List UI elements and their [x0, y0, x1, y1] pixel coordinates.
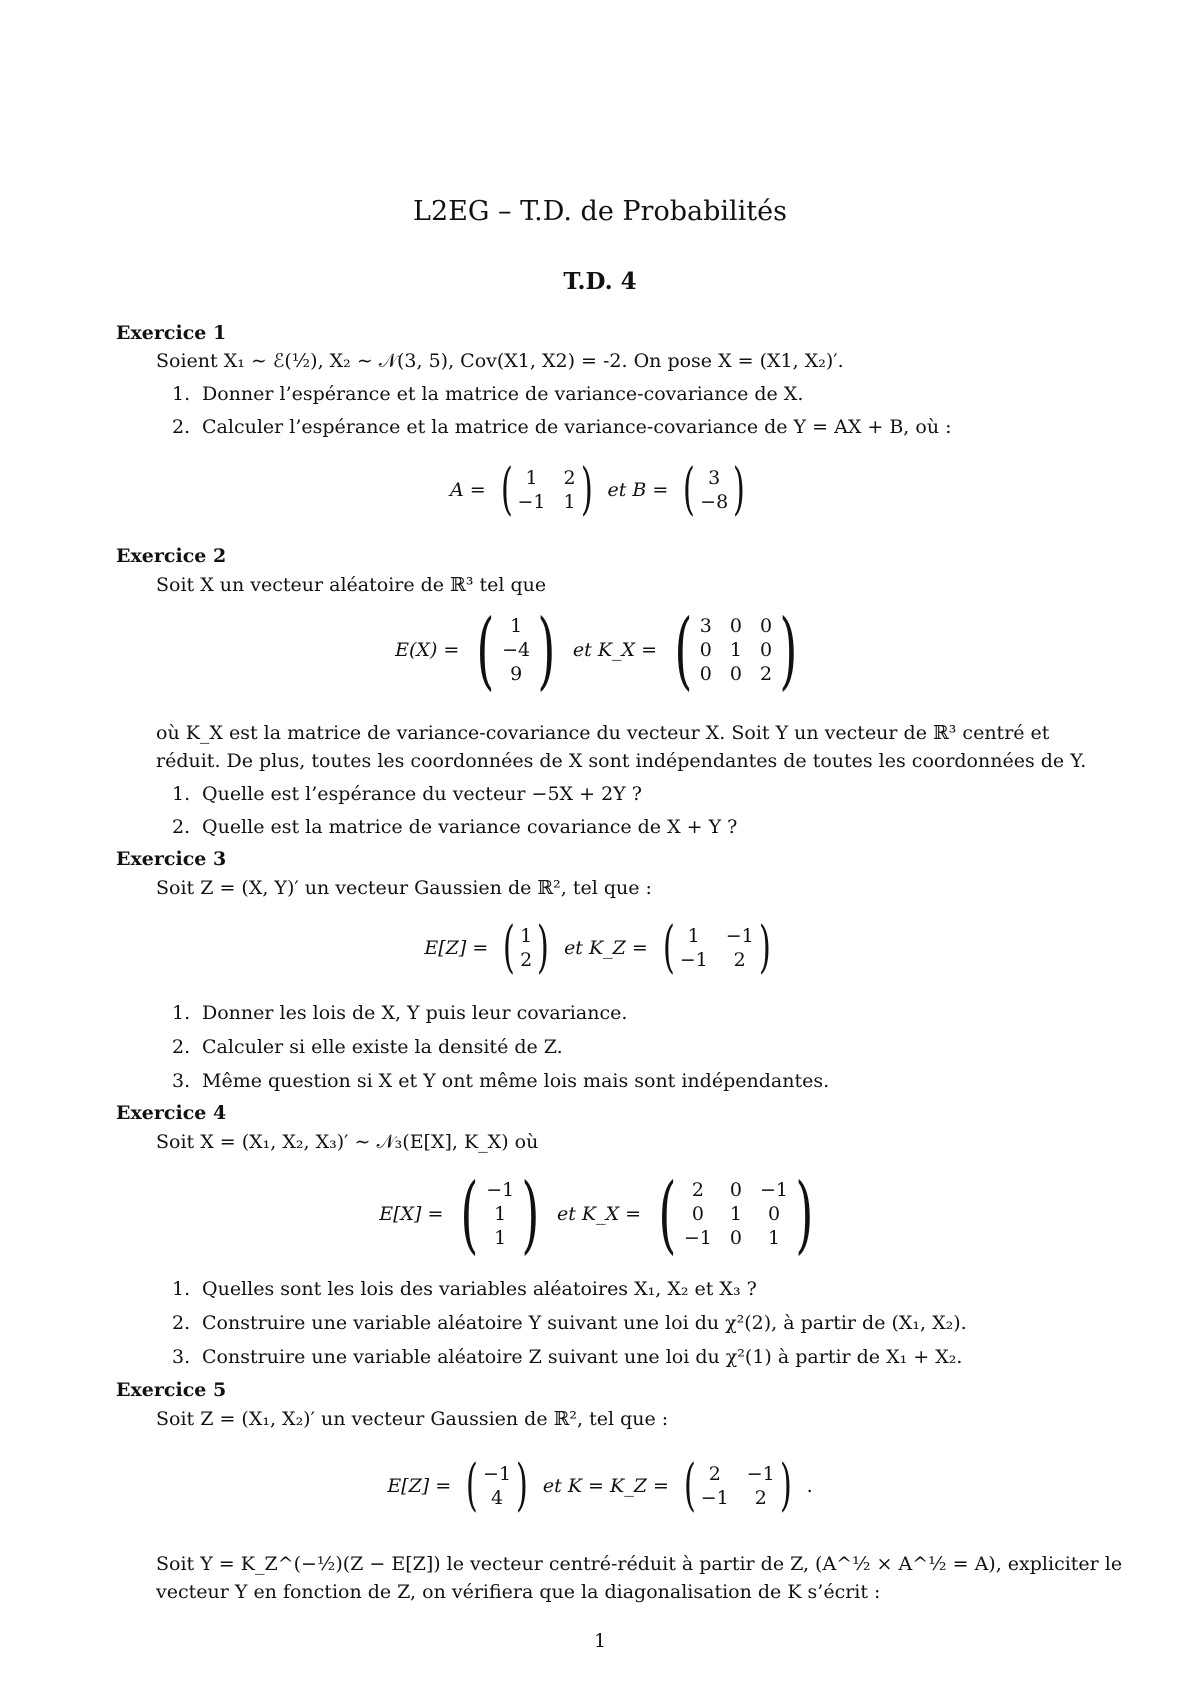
matrix-cell: 1	[563, 491, 576, 513]
ex3-item-3	[172, 1070, 829, 1092]
item-text: Construire une variable aléatoire Z suivant une loi du χ²(1) à partir de X₁ + X₂.	[202, 1346, 963, 1368]
matrix-cell: −1	[759, 1179, 788, 1201]
vector-E: ( −1 1 1 )	[460, 1165, 540, 1263]
ex2-intro: Soit X un vecteur aléatoire de ℝ³ tel que	[156, 574, 547, 596]
matrix-cell: 4	[490, 1487, 504, 1509]
matrix-cell: −1	[683, 1227, 712, 1249]
ex5-equation	[0, 1453, 1200, 1518]
ex3-intro: Soit Z = (X, Y)′ un vecteur Gaussien de ℝ², tel que :	[156, 877, 652, 899]
vector-E: ( 1 2 )	[503, 915, 550, 980]
ex3-heading: Exercice 3	[116, 848, 227, 870]
matrix-K: ( 1 −1 −1 2 )	[662, 915, 771, 980]
ex2-paragraph-line-1: où K_X est la matrice de variance-covariance du vecteur X. Soit Y un vecteur de ℝ³ centré et	[156, 722, 1050, 744]
matrix-cell: 2	[563, 467, 576, 489]
ex3-item-2	[172, 1036, 563, 1058]
item-number: 2.	[172, 416, 191, 438]
eq-label: E[Z] =	[424, 937, 489, 959]
page-title: L2EG – T.D. de Probabilités	[413, 196, 787, 227]
item-text: Donner l’espérance et la matrice de variance-covariance de X.	[202, 383, 804, 405]
matrix-K: ( 2 −1 −1 2 )	[683, 1453, 792, 1518]
item-number: 1.	[172, 1278, 191, 1300]
ex2-equation	[0, 601, 1200, 699]
eq-connector: et K = K_Z =	[542, 1475, 669, 1497]
eq-label: A =	[449, 479, 486, 501]
eq-connector: et K_X =	[572, 639, 658, 661]
eq-label: E(X) =	[395, 639, 460, 661]
matrix-cell: 0	[729, 615, 742, 637]
matrix-cell: 2	[759, 663, 773, 685]
matrix-cell: 0	[699, 639, 712, 661]
eq-connector: et B =	[607, 479, 669, 501]
ex3-item-1	[172, 1002, 627, 1024]
vector-E: ( 1 −4 9 )	[476, 601, 556, 699]
matrix-cell: 0	[699, 663, 712, 685]
matrix-cell: 2	[708, 1463, 721, 1485]
matrix-cell: 0	[759, 639, 773, 661]
ex1-item-2	[172, 416, 952, 438]
matrix-K: ( 2 0 −1 0 1 0 −1 0 1 )	[658, 1165, 814, 1263]
matrix-A: ( 1 2 −1 1 )	[500, 457, 593, 522]
ex4-item-3	[172, 1346, 962, 1368]
eq-label: E[Z] =	[387, 1475, 452, 1497]
item-text: Quelles sont les lois des variables aléatoires X₁, X₂ et X₃ ?	[202, 1278, 757, 1300]
ex1-equation	[0, 457, 1200, 522]
matrix-cell: 1	[494, 1203, 507, 1225]
matrix-cell: −8	[700, 491, 729, 513]
item-number: 3.	[172, 1070, 191, 1092]
item-number: 3.	[172, 1346, 191, 1368]
matrix-cell: 0	[729, 1227, 742, 1249]
matrix-cell: −4	[502, 639, 531, 661]
ex4-item-1	[172, 1278, 757, 1300]
item-text: Même question si X et Y ont même lois mais sont indépendantes.	[202, 1070, 830, 1092]
ex4-heading: Exercice 4	[116, 1102, 227, 1124]
item-text: Donner les lois de X, Y puis leur covariance.	[202, 1002, 628, 1024]
ex1-intro: Soient X₁ ∼ ℰ(½), X₂ ∼ 𝒩(3, 5), Cov(X1, X2) = -2. On pose X = (X1, X₂)′.	[156, 350, 844, 372]
matrix-cell: 1	[729, 639, 742, 661]
matrix-cell: 2	[691, 1179, 704, 1201]
matrix-cell: 1	[510, 615, 523, 637]
ex4-item-2	[172, 1312, 967, 1334]
matrix-cell: −1	[679, 949, 708, 971]
ex2-heading: Exercice 2	[116, 545, 227, 567]
ex2-item-1	[172, 783, 642, 805]
item-text: Calculer si elle existe la densité de Z.	[202, 1036, 563, 1058]
matrix-cell: 2	[754, 1487, 767, 1509]
matrix-cell: 1	[687, 925, 700, 947]
ex5-intro: Soit Z = (X₁, X₂)′ un vecteur Gaussien de ℝ², tel que :	[156, 1408, 669, 1430]
matrix-cell: 1	[520, 925, 533, 947]
matrix-cell: 2	[733, 949, 746, 971]
matrix-cell: −1	[725, 925, 754, 947]
matrix-cell: 0	[729, 1179, 742, 1201]
eq-terminator: .	[806, 1475, 813, 1497]
eq-label: E[X] =	[379, 1203, 444, 1225]
eq-connector: et K_Z =	[564, 937, 648, 959]
item-text: Construire une variable aléatoire Y suivant une loi du χ²(2), à partir de (X₁, X₂).	[202, 1312, 967, 1334]
item-number: 2.	[172, 1036, 191, 1058]
matrix-cell: 1	[729, 1203, 742, 1225]
ex5-paragraph-line-2: vecteur Y en fonction de Z, on vérifiera que la diagonalisation de K s’écrit :	[156, 1581, 881, 1603]
matrix-cell: 1	[767, 1227, 781, 1249]
ex4-equation	[0, 1165, 1200, 1263]
matrix-cell: 0	[691, 1203, 704, 1225]
matrix-cell: −1	[517, 491, 546, 513]
item-number: 2.	[172, 816, 191, 838]
page-subtitle: T.D. 4	[563, 268, 637, 295]
eq-connector: et K_X =	[556, 1203, 642, 1225]
matrix-B: ( 3 −8 )	[683, 457, 746, 522]
matrix-cell: 0	[759, 615, 773, 637]
matrix-K: ( 3 0 0 0 1 0 0 0 2 )	[674, 601, 798, 699]
item-text: Quelle est la matrice de variance covariance de X + Y ?	[202, 816, 738, 838]
matrix-cell: −1	[746, 1463, 775, 1485]
matrix-cell: 1	[525, 467, 538, 489]
page-number: 1	[593, 1630, 607, 1652]
item-number: 1.	[172, 1002, 191, 1024]
ex5-paragraph-line-1: Soit Y = K_Z^(−½)(Z − E[Z]) le vecteur centré-réduit à partir de Z, (A^½ × A^½ = A), expliciter le	[156, 1553, 1123, 1575]
vector-E: ( −1 4 )	[466, 1453, 528, 1518]
item-number: 2.	[172, 1312, 191, 1334]
item-number: 1.	[172, 383, 191, 405]
matrix-cell: 1	[494, 1227, 507, 1249]
ex1-heading: Exercice 1	[116, 322, 227, 344]
matrix-cell: 9	[510, 663, 523, 685]
matrix-cell: −1	[483, 1463, 512, 1485]
item-number: 1.	[172, 783, 191, 805]
ex1-item-1	[172, 383, 803, 405]
matrix-cell: 3	[708, 467, 721, 489]
ex4-intro: Soit X = (X₁, X₂, X₃)′ ∼ 𝒩₃(E[X], K_X) où	[156, 1131, 539, 1153]
matrix-cell: 2	[520, 949, 533, 971]
matrix-cell: 0	[767, 1203, 781, 1225]
matrix-cell: 0	[729, 663, 742, 685]
ex2-item-2	[172, 816, 737, 838]
ex3-equation	[0, 915, 1200, 980]
ex2-paragraph-line-2: réduit. De plus, toutes les coordonnées de X sont indépendantes de toutes les coordonnées de Y.	[156, 750, 1087, 772]
matrix-cell: −1	[700, 1487, 729, 1509]
matrix-cell: −1	[486, 1179, 515, 1201]
item-text: Quelle est l’espérance du vecteur −5X + 2Y ?	[202, 783, 642, 805]
matrix-cell: 3	[699, 615, 712, 637]
item-text: Calculer l’espérance et la matrice de variance-covariance de Y = AX + B, où :	[202, 416, 952, 438]
ex5-heading: Exercice 5	[116, 1379, 227, 1401]
